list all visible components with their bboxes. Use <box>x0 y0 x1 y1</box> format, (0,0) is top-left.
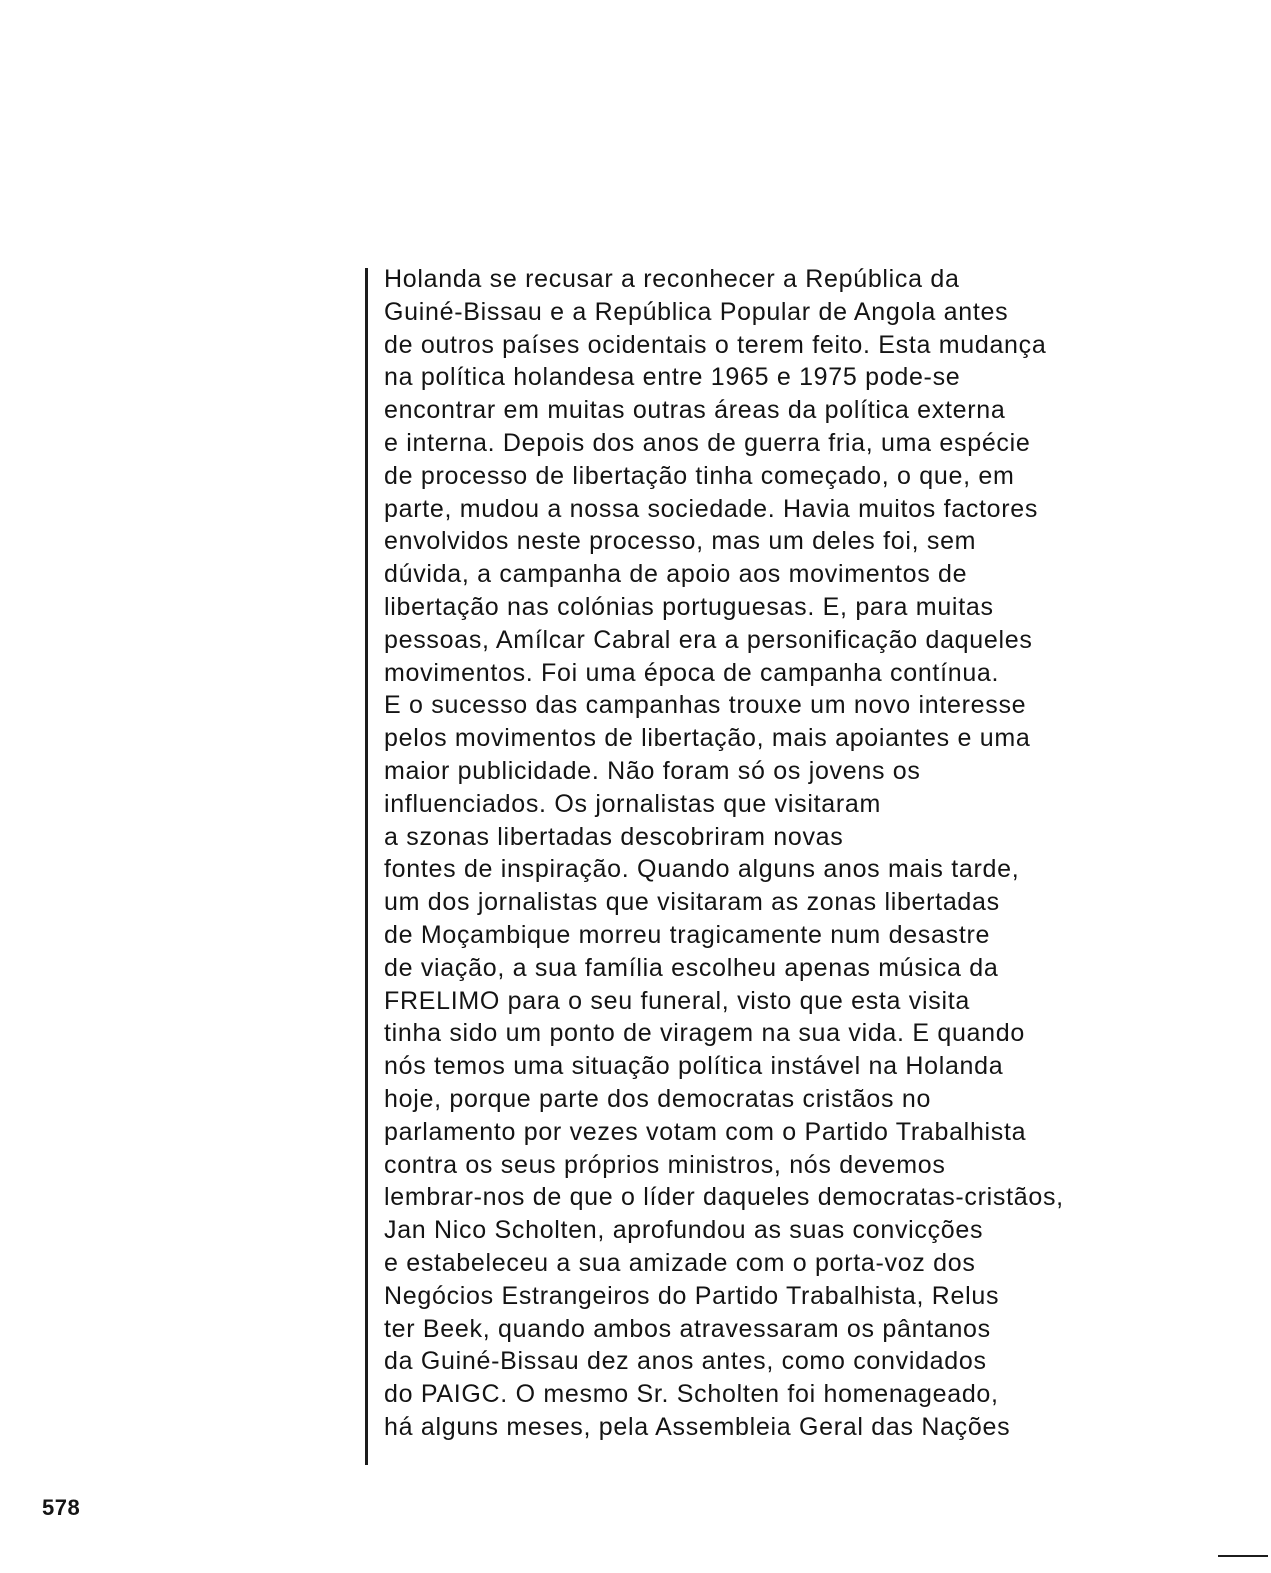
text-line: na política holandesa entre 1965 e 1975 pode-se <box>384 363 961 392</box>
text-line: Jan Nico Scholten, aprofundou as suas convicções <box>384 1216 984 1245</box>
text-line: um dos jornalistas que visitaram as zonas libertadas <box>384 888 1000 917</box>
text-line: a szonas libertadas descobriram novas <box>384 822 844 851</box>
page-number: 578 <box>42 1495 81 1520</box>
text-line: da Guiné-Bissau dez anos antes, como convidados <box>384 1347 987 1376</box>
text-line: maior publicidade. Não foram só os jovens os <box>384 756 921 785</box>
text-line: de Moçambique morreu tragicamente num desastre <box>384 920 991 949</box>
text-line: fontes de inspiração. Quando alguns anos mais tarde, <box>384 855 1020 884</box>
text-line: Holanda se recusar a reconhecer a República da <box>384 265 960 293</box>
text-line: tinha sido um ponto de viragem na sua vida. E quando <box>384 1019 1025 1048</box>
text-line: Guiné-Bissau e a República Popular de Angola antes <box>384 297 1009 326</box>
text-line: E o sucesso das campanhas trouxe um novo interesse <box>384 691 1027 720</box>
text-line: Negócios Estrangeiros do Partido Trabalhista, Relus <box>384 1281 1000 1310</box>
text-line: há alguns meses, pela Assembleia Geral das Nações <box>384 1412 1011 1441</box>
text-line: contra os seus próprios ministros, nós devemos <box>384 1150 946 1179</box>
text-line: de processo de libertação tinha começado, o que, em <box>384 461 1015 490</box>
text-line: e estabeleceu a sua amizade com o porta-voz dos <box>384 1248 976 1277</box>
margin-rule <box>365 268 368 1465</box>
text-line: hoje, porque parte dos democratas cristãos no <box>384 1084 932 1113</box>
text-line: pessoas, Amílcar Cabral era a personificação daqueles <box>384 625 1033 654</box>
text-line: nós temos uma situação política instável na Holanda <box>384 1052 1004 1081</box>
text-line: envolvidos neste processo, mas um deles foi, sem <box>384 527 977 556</box>
text-line: FRELIMO para o seu funeral, visto que esta visita <box>384 986 970 1015</box>
text-line: pelos movimentos de libertação, mais apoiantes e uma <box>384 724 1031 753</box>
corner-rule <box>1218 1555 1268 1557</box>
text-line: movimentos. Foi uma época de campanha contínua. <box>384 658 1000 687</box>
text-line: encontrar em muitas outras áreas da política externa <box>384 396 1006 425</box>
body-text <box>384 263 1234 1444</box>
text-line: libertação nas colónias portuguesas. E, para muitas <box>384 592 994 621</box>
text-line: lembrar-nos de que o líder daqueles democratas-cristãos, <box>384 1183 1064 1212</box>
text-line: dúvida, a campanha de apoio aos movimentos de <box>384 560 968 589</box>
text-line: do PAIGC. O mesmo Sr. Scholten foi homenageado, <box>384 1380 999 1409</box>
text-line: parlamento por vezes votam com o Partido Trabalhista <box>384 1117 1027 1146</box>
text-line: influenciados. Os jornalistas que visitaram <box>384 789 881 818</box>
text-line: ter Beek, quando ambos atravessaram os pântanos <box>384 1314 991 1343</box>
text-line: e interna. Depois dos anos de guerra fria, uma espécie <box>384 428 1031 457</box>
text-line: de viação, a sua família escolheu apenas música da <box>384 953 999 982</box>
text-line: de outros países ocidentais o terem feito. Esta mudança <box>384 330 1047 359</box>
text-line: parte, mudou a nossa sociedade. Havia muitos factores <box>384 494 1039 523</box>
